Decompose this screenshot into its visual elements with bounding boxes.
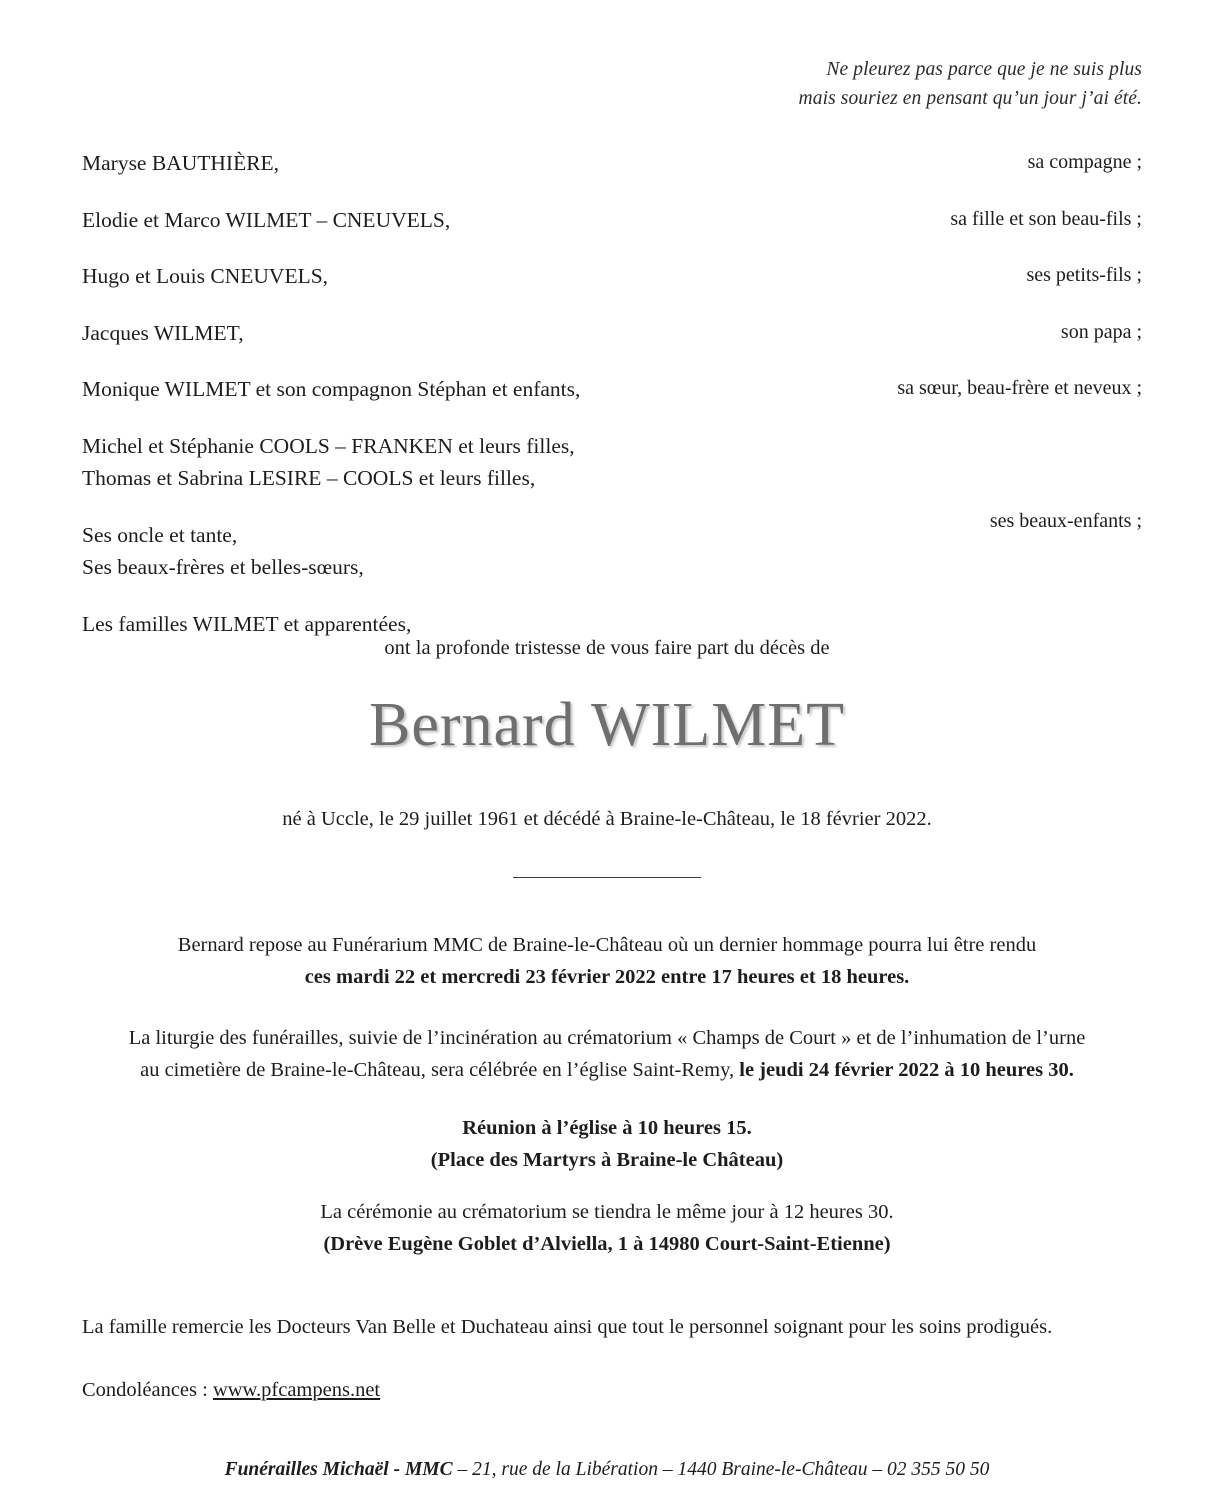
ceremony-address: (Drève Eugène Goblet d’Alviella, 1 à 14980 Court-Saint-Etienne) <box>323 1232 891 1255</box>
footer <box>0 1459 1214 1481</box>
family-relation: sa fille et son beau-fils ; <box>950 207 1142 230</box>
reunion-line-2: (Place des Martyrs à Braine-le Château) <box>430 1148 784 1171</box>
epigraph-line-1: Ne pleurez pas parce que je ne suis plus <box>826 59 1142 80</box>
family-row <box>82 520 1142 551</box>
family-names: Hugo et Louis CNEUVELS, <box>82 264 329 289</box>
family-list <box>82 148 1142 665</box>
liturgy-line-1: La liturgie des funérailles, suivie de l’incinération au crématorium « Champs de Court » et de l’inhumation de l’urne <box>128 1027 1086 1049</box>
epigraph <box>799 55 1142 114</box>
family-relation: ses petits-fils ; <box>1026 264 1142 287</box>
family-row <box>82 261 1142 292</box>
family-relation: sa sœur, beau-frère et neveux ; <box>897 377 1142 400</box>
family-row <box>82 374 1142 405</box>
funeral-home-name: Funérailles Michaël - MMC <box>224 1459 453 1480</box>
condolences-link[interactable]: www.pfcampens.net <box>212 1379 381 1401</box>
deceased-name: Bernard WILMET <box>369 691 845 759</box>
family-names: Jacques WILMET, <box>82 320 244 345</box>
condolences-label: Condoléances : <box>82 1379 213 1401</box>
family-relation: sa compagne ; <box>1027 151 1142 173</box>
birth-death-line: né à Uccle, le 29 juillet 1961 et décédé à Braine-le-Château, le 18 février 2022. <box>282 808 932 830</box>
family-names: Monique WILMET et son compagnon Stéphan et enfants, <box>82 377 581 402</box>
family-row <box>82 463 1142 533</box>
family-row <box>82 148 1142 179</box>
ceremony-paragraph <box>82 1197 1132 1261</box>
family-names: Elodie et Marco WILMET – CNEUVELS, <box>82 207 451 232</box>
family-names: Thomas et Sabrina LESIRE – COOLS et leurs filles, <box>82 466 536 491</box>
family-row <box>82 552 1142 583</box>
family-relation: son papa ; <box>1060 320 1142 343</box>
ceremony-line-1: La cérémonie au crématorium se tiendra le même jour à 12 heures 30. <box>320 1201 894 1223</box>
family-row <box>82 431 1142 462</box>
repose-line-1: Bernard repose au Funérarium MMC de Braine-le-Château où un dernier hommage pourra lui être rendu <box>177 934 1037 956</box>
liturgy-paragraph <box>82 1023 1132 1087</box>
liturgy-datetime: le jeudi 24 février 2022 à 10 heures 30. <box>739 1058 1074 1081</box>
reunion-line-1: Réunion à l’église à 10 heures 15. <box>462 1117 752 1139</box>
announcement-intro: ont la profonde tristesse de vous faire part du décès de <box>384 637 830 659</box>
repose-paragraph <box>82 930 1132 994</box>
family-names: Ses beaux-frères et belles-sœurs, <box>82 555 364 580</box>
family-names: Les familles WILMET et apparentées, <box>82 611 412 636</box>
family-row <box>82 609 1142 640</box>
family-row <box>82 318 1142 349</box>
family-names: Ses oncle et tante, <box>82 522 238 547</box>
family-row <box>82 205 1142 236</box>
family-names: Michel et Stéphanie COOLS – FRANKEN et leurs filles, <box>82 433 575 458</box>
thanks-paragraph: La famille remercie les Docteurs Van Belle et Duchateau ainsi que tout le personnel soignant pour les soins prodigués. <box>82 1316 1053 1338</box>
reunion-paragraph <box>82 1113 1132 1177</box>
condolences-paragraph <box>82 1375 1132 1407</box>
liturgy-line-2: au cimetière de Braine-le-Château, sera célébrée en l’église Saint-Remy, <box>140 1058 740 1081</box>
divider <box>513 877 701 878</box>
family-relation: ses beaux-enfants ; <box>989 510 1142 533</box>
funeral-home-address: – 21, rue de la Libération – 1440 Braine-le-Château – 02 355 50 50 <box>452 1459 990 1480</box>
repose-line-2: ces mardi 22 et mercredi 23 février 2022 entre 17 heures et 18 heures. <box>304 965 910 988</box>
epigraph-line-2: mais souriez en pensant qu’un jour j’ai été. <box>798 88 1142 110</box>
family-names: Maryse BAUTHIÈRE, <box>82 151 280 175</box>
